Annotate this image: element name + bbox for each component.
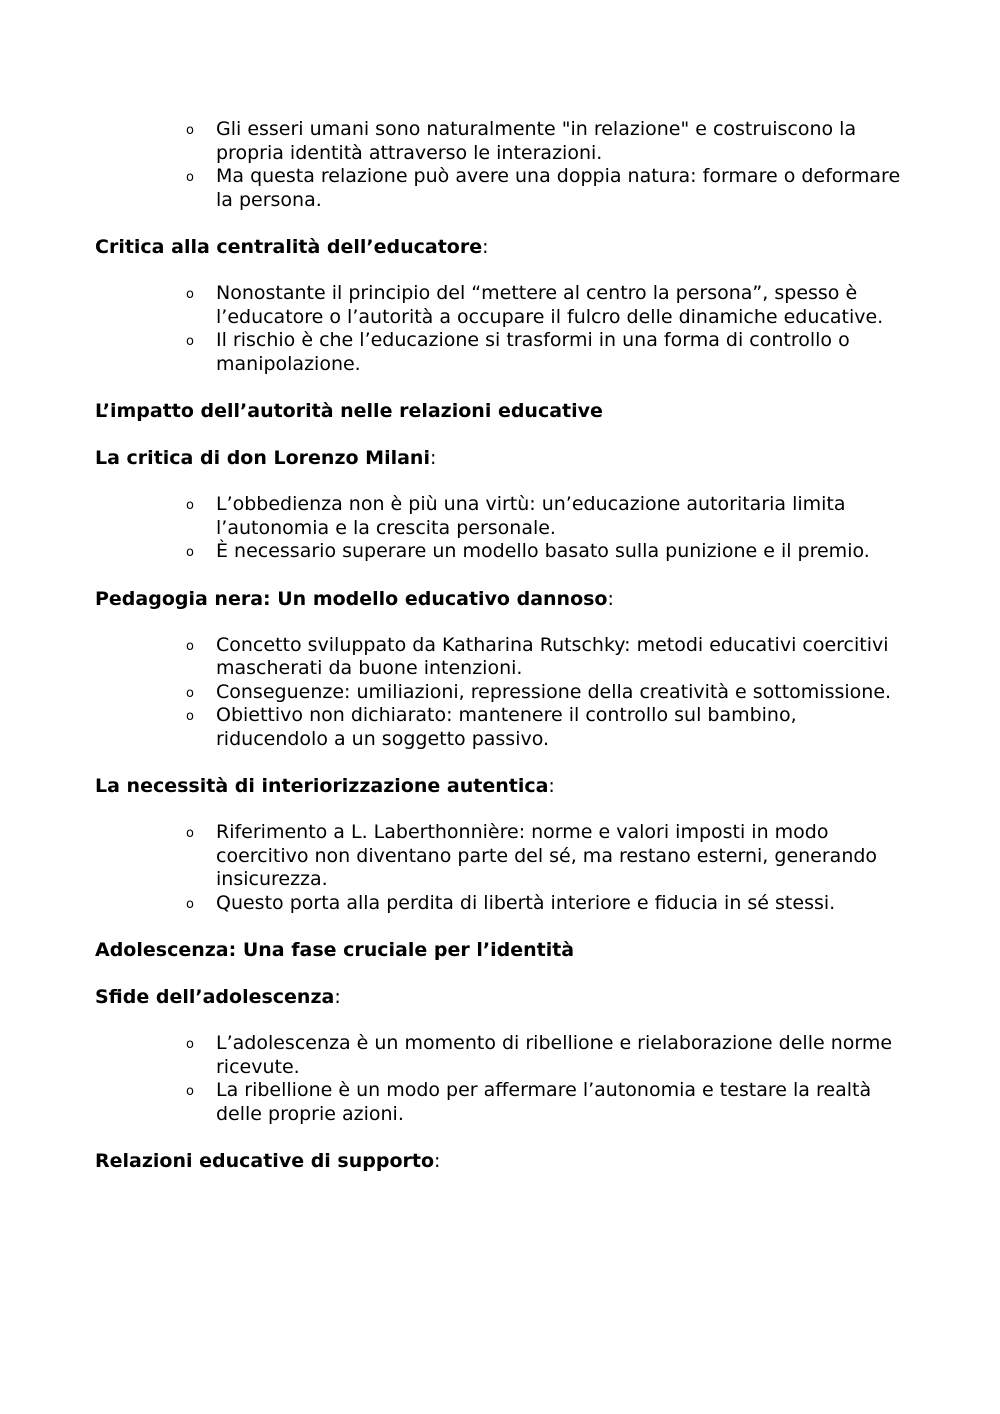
section-critica-milani	[95, 446, 910, 564]
bullet-marker: o	[186, 498, 194, 513]
list-item	[186, 1032, 910, 1079]
bullet-marker: o	[186, 896, 194, 912]
section-title: La necessità di interiorizzazione autentica	[95, 775, 549, 797]
section-suffix: :	[548, 775, 555, 797]
bullet-marker: o	[186, 826, 194, 841]
intro-bullet-list	[95, 118, 910, 212]
bullet-list	[95, 1032, 910, 1126]
section-heading	[95, 938, 910, 962]
list-item-text: Conseguenze: umiliazioni, repressione della creatività e sottomissione.	[216, 680, 892, 703]
bullet-list	[95, 282, 910, 376]
bullet-list	[95, 634, 910, 752]
list-item	[186, 282, 910, 329]
list-item	[186, 704, 910, 751]
section-title: Sfide dell’adolescenza	[95, 986, 335, 1008]
list-item-text: Il rischio è che l’educazione si trasformi in una forma di controllo o manipolazione.	[216, 329, 850, 375]
section-impatto-autorita	[95, 399, 910, 423]
list-item	[186, 680, 910, 705]
section-suffix: :	[607, 587, 614, 610]
section-title: La critica di don Lorenzo Milani	[95, 447, 430, 469]
section-title: Adolescenza: Una fase cruciale per l’identità	[95, 939, 575, 961]
section-suffix: :	[434, 1150, 441, 1172]
section-heading	[95, 985, 910, 1009]
list-item	[186, 540, 910, 564]
list-item	[186, 493, 910, 540]
section-pedagogia-nera	[95, 587, 910, 752]
bullet-marker: o	[186, 1037, 194, 1052]
bullet-marker: o	[186, 638, 194, 654]
section-critica-centralita	[95, 235, 910, 376]
bullet-marker: o	[186, 287, 194, 302]
section-interiorizzazione	[95, 774, 910, 915]
list-item-text: Gli esseri umani sono naturalmente "in relazione" e costruiscono la propria identità attraverso le interazioni.	[216, 118, 857, 164]
list-item	[186, 1079, 910, 1126]
list-item	[186, 633, 910, 681]
section-suffix: :	[334, 986, 341, 1008]
list-item	[186, 118, 910, 165]
list-item	[186, 329, 910, 376]
bullet-marker: o	[186, 1084, 194, 1099]
list-item-text: Concetto sviluppato da Katharina Rutschky: metodi educativi coercitivi mascherati da buone intenzioni.	[216, 633, 889, 679]
section-title: Relazioni educative di supporto	[95, 1150, 435, 1172]
section-sfide-adolescenza	[95, 985, 910, 1126]
bullet-marker: o	[186, 334, 194, 349]
list-item	[186, 821, 910, 892]
section-suffix: :	[482, 236, 489, 258]
section-heading	[95, 1149, 910, 1173]
list-item-text: L’obbedienza non è più una virtù: un’educazione autoritaria limita l’autonomia e la crescita personale.	[216, 493, 846, 539]
section-title: L’impatto dell’autorità nelle relazioni educative	[95, 400, 603, 422]
section-heading	[95, 774, 910, 798]
bullet-marker: o	[186, 545, 194, 560]
section-heading	[95, 587, 910, 611]
bullet-marker: o	[186, 123, 194, 138]
list-item-text: Ma questa relazione può avere una doppia natura: formare o deformare la persona.	[216, 165, 901, 211]
list-item-text: Riferimento a L. Laberthonnière: norme e valori imposti in modo coercitivo non diventano parte del sé, ma restano esterni, generando insicurezza.	[216, 821, 878, 890]
bullet-list	[95, 821, 910, 915]
section-heading	[95, 399, 910, 423]
list-item	[186, 891, 910, 916]
section-heading	[95, 446, 910, 470]
section-title: Pedagogia nera: Un modello educativo dannoso	[95, 587, 608, 610]
list-item	[186, 165, 910, 212]
list-item-text: È necessario superare un modello basato sulla punizione e il premio.	[216, 540, 870, 562]
section-title: Critica alla centralità dell’educatore	[95, 236, 483, 258]
list-item-text: Nonostante il principio del “mettere al centro la persona”, spesso è l’educatore o l’autorità a occupare il fulcro delle dinamiche educative.	[216, 282, 884, 328]
list-item-text: Questo porta alla perdita di libertà interiore e fiducia in sé stessi.	[216, 891, 836, 914]
section-suffix: :	[429, 447, 437, 469]
bullet-marker: o	[186, 709, 194, 724]
section-heading	[95, 235, 910, 259]
list-item-text: La ribellione è un modo per affermare l’autonomia e testare la realtà delle proprie azioni.	[216, 1079, 872, 1125]
bullet-marker: o	[186, 170, 194, 185]
section-adolescenza	[95, 938, 910, 962]
bullet-list	[95, 493, 910, 564]
list-item-text: L’adolescenza è un momento di ribellione e rielaborazione delle norme ricevute.	[216, 1032, 893, 1078]
section-relazioni-supporto	[95, 1149, 910, 1173]
list-item-text: Obiettivo non dichiarato: mantenere il controllo sul bambino, riducendolo a un soggetto passivo.	[216, 704, 797, 750]
bullet-marker: o	[186, 685, 194, 701]
